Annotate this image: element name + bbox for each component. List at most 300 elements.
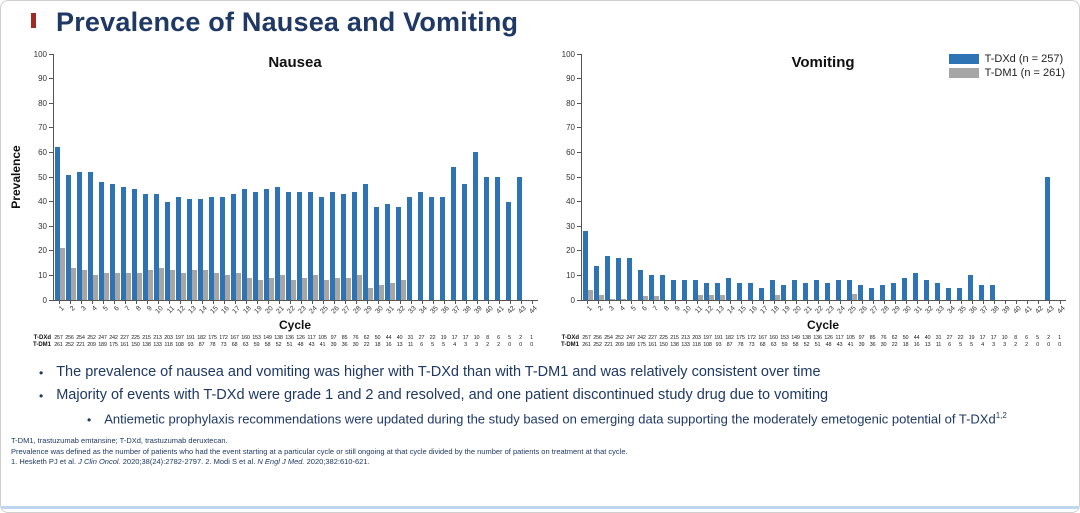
cycle-2-bar-group — [593, 266, 604, 300]
x-tick-19: 19 — [251, 301, 262, 318]
bar — [462, 184, 467, 300]
bar — [599, 295, 604, 300]
bar — [401, 280, 406, 300]
bullet-dot — [39, 364, 43, 380]
x-tick-35: 35 — [955, 301, 966, 318]
x-tick-27: 27 — [867, 301, 878, 318]
bar — [588, 290, 593, 300]
x-tick-18: 18 — [240, 301, 251, 318]
x-tick-42: 42 — [504, 301, 515, 318]
cycle-36-bar-group — [439, 197, 450, 300]
bar — [660, 275, 665, 300]
cycle-9-bar-group — [142, 194, 153, 300]
x-tick-1: 1 — [581, 301, 592, 318]
x-tick-21: 21 — [273, 301, 284, 318]
x-tick-37: 37 — [449, 301, 460, 318]
cycle-24-bar-group — [307, 192, 318, 300]
bar — [115, 273, 120, 300]
bar — [225, 275, 230, 300]
x-tick-20: 20 — [262, 301, 273, 318]
cycle-32-bar-group — [923, 280, 934, 300]
x-tick-8: 8 — [658, 301, 669, 318]
bar — [363, 184, 368, 300]
cycle-19-bar-group — [780, 285, 791, 300]
x-tick-42: 42 — [1032, 301, 1043, 318]
x-tick-44: 44 — [1054, 301, 1065, 318]
x-tick-24: 24 — [306, 301, 317, 318]
cycle-31-bar-group — [384, 204, 395, 300]
bar — [192, 270, 197, 300]
cycle-34-bar-group — [417, 192, 428, 300]
y-axis-title-text: Prevalence — [9, 145, 23, 209]
x-tick-39: 39 — [471, 301, 482, 318]
x-tick-32: 32 — [922, 301, 933, 318]
bar — [726, 278, 731, 300]
x-tick-19: 19 — [779, 301, 790, 318]
patients-row-T-DM1: T-DM1 261 252 221 209 189 175 161 150 138 133 118 108 93 87 78 73 68 63 59 58 52 51 48 43 41 39 36 30 22 18 16 13 11 6 5 5 4 3 3 2 2 0 0 0 — [561, 342, 1061, 348]
bar — [313, 275, 318, 300]
vomiting-x-ticks — [581, 301, 1065, 318]
cycle-3-bar-group — [604, 256, 615, 300]
bar — [517, 177, 522, 300]
bar — [610, 299, 615, 300]
x-tick-39: 39 — [999, 301, 1010, 318]
bar — [291, 280, 296, 300]
cycle-32-bar-group — [395, 207, 406, 300]
bar — [137, 273, 142, 300]
x-tick-29: 29 — [889, 301, 900, 318]
nausea-bars — [53, 54, 538, 301]
cycle-16-bar-group — [219, 197, 230, 300]
cycle-7-bar-group — [648, 275, 659, 300]
legend-item-tdm1 — [949, 67, 1065, 79]
bar — [968, 275, 973, 300]
cycle-43-bar-group — [1044, 177, 1055, 300]
bar — [170, 270, 175, 300]
sub-bullet-text: Antiemetic prophylaxis recommendations were updated during the study based on emerging data supporting the moderately emetogenic potential of T-DXd$^{1,2}$ — [104, 411, 1007, 427]
x-tick-12: 12 — [702, 301, 713, 318]
cycle-38-bar-group — [461, 184, 472, 300]
bar — [93, 275, 98, 300]
bar — [605, 256, 610, 300]
cycle-33-bar-group — [406, 197, 417, 300]
cycle-35-bar-group — [956, 288, 967, 300]
nausea-x-axis-label: Cycle — [278, 318, 312, 332]
bullet-dot — [39, 387, 43, 403]
bar — [379, 285, 384, 300]
bar — [814, 280, 819, 300]
x-tick-27: 27 — [339, 301, 350, 318]
cycle-18-bar-group — [769, 280, 780, 300]
cycle-30-bar-group — [901, 278, 912, 300]
cycle-28-bar-group — [351, 192, 362, 300]
nausea-patients-table — [33, 335, 537, 348]
cycle-15-bar-group — [208, 197, 219, 300]
cycle-2-bar-group — [65, 175, 76, 300]
cycle-6-bar-group — [109, 184, 120, 300]
x-tick-41: 41 — [493, 301, 504, 318]
bar — [60, 248, 65, 300]
x-tick-10: 10 — [680, 301, 691, 318]
x-tick-38: 38 — [460, 301, 471, 318]
bar — [429, 197, 434, 300]
bar — [957, 288, 962, 300]
cycle-22-bar-group — [813, 280, 824, 300]
x-tick-3: 3 — [603, 301, 614, 318]
bar — [979, 285, 984, 300]
cycle-10-bar-group — [153, 194, 164, 300]
x-tick-25: 25 — [845, 301, 856, 318]
cycle-12-bar-group — [175, 197, 186, 300]
cycle-41-bar-group — [494, 177, 505, 300]
x-tick-22: 22 — [284, 301, 295, 318]
bar — [737, 283, 742, 300]
cycle-21-bar-group — [802, 283, 813, 300]
cycle-8-bar-group — [131, 189, 142, 300]
cycle-20-bar-group — [263, 189, 274, 300]
cycle-8-bar-group — [659, 275, 670, 300]
x-tick-34: 34 — [944, 301, 955, 318]
bar — [203, 270, 208, 300]
x-tick-25: 25 — [317, 301, 328, 318]
cycle-21-bar-group — [274, 187, 285, 300]
x-tick-31: 31 — [911, 301, 922, 318]
vomiting-chart — [537, 49, 1067, 348]
nausea-x-ticks — [53, 301, 537, 318]
bullet-text-1: The prevalence of nausea and vomiting was higher with T-DXd than with T-DM1 and was relatively consistent over time — [56, 364, 821, 380]
bar — [775, 295, 780, 300]
x-tick-15: 15 — [735, 301, 746, 318]
x-tick-41: 41 — [1021, 301, 1032, 318]
bullet-item-1 — [39, 364, 1079, 380]
bar — [924, 280, 929, 300]
cycle-17-bar-group — [230, 194, 241, 300]
bar — [781, 285, 786, 300]
cycle-37-bar-group — [978, 285, 989, 300]
x-tick-9: 9 — [669, 301, 680, 318]
bar — [836, 280, 841, 300]
cycle-22-bar-group — [285, 192, 296, 300]
cycle-39-bar-group — [472, 152, 483, 300]
cycle-29-bar-group — [362, 184, 373, 300]
bar — [280, 275, 285, 300]
x-tick-26: 26 — [856, 301, 867, 318]
vomiting-patients-table — [561, 335, 1065, 348]
x-tick-18: 18 — [768, 301, 779, 318]
x-tick-14: 14 — [196, 301, 207, 318]
x-tick-11: 11 — [691, 301, 702, 318]
charts-row — [9, 49, 1079, 348]
x-tick-36: 36 — [966, 301, 977, 318]
cycle-11-bar-group — [164, 202, 175, 300]
x-tick-4: 4 — [86, 301, 97, 318]
bar — [913, 273, 918, 300]
bar — [506, 202, 511, 300]
cycle-5-bar-group — [626, 258, 637, 300]
bar — [357, 275, 362, 300]
cycle-40-bar-group — [483, 177, 494, 300]
references-line: 1. Hesketh PJ et al. J Clin Oncol. 2020;38(24):2782-2797. 2. Modi S et al. N Engl J Med. 2020;382:610-621. — [11, 457, 370, 467]
bar — [484, 177, 489, 300]
definition-line: Prevalence was defined as the number of patients who had the event starting at a particular cycle or still ongoing at that cycle divided by the number of patients on treatment at that cycle. — [11, 446, 628, 456]
legend-label-tdxd: T-DXd (n = 257) — [984, 53, 1064, 65]
x-tick-43: 43 — [515, 301, 526, 318]
x-tick-10: 10 — [152, 301, 163, 318]
bar — [258, 280, 263, 300]
bar — [247, 278, 252, 300]
bottom-accent-bar — [1, 506, 1079, 509]
bar — [803, 283, 808, 300]
bar — [159, 268, 164, 300]
cycle-14-bar-group — [725, 278, 736, 300]
bar — [621, 299, 626, 300]
cycle-26-bar-group — [329, 192, 340, 300]
x-tick-30: 30 — [372, 301, 383, 318]
x-tick-29: 29 — [361, 301, 372, 318]
cycle-5-bar-group — [98, 182, 109, 300]
bar — [792, 280, 797, 300]
cycle-23-bar-group — [824, 283, 835, 300]
tdm1-color-swatch — [949, 68, 979, 78]
bullet-item-2 — [39, 387, 1079, 403]
cycle-12-bar-group — [703, 283, 714, 300]
x-tick-5: 5 — [97, 301, 108, 318]
bar — [495, 177, 500, 300]
x-tick-6: 6 — [636, 301, 647, 318]
x-tick-14: 14 — [724, 301, 735, 318]
cycle-27-bar-group — [868, 288, 879, 300]
cycle-6-bar-group — [637, 270, 648, 300]
cycle-33-bar-group — [934, 283, 945, 300]
x-tick-12: 12 — [174, 301, 185, 318]
bar — [1045, 177, 1050, 300]
bar — [181, 273, 186, 300]
x-tick-16: 16 — [218, 301, 229, 318]
cycle-30-bar-group — [373, 207, 384, 300]
bar — [720, 295, 725, 300]
x-tick-33: 33 — [405, 301, 416, 318]
x-tick-44: 44 — [526, 301, 537, 318]
cycle-29-bar-group — [890, 283, 901, 300]
footnotes — [11, 436, 1079, 468]
x-tick-33: 33 — [933, 301, 944, 318]
vomiting-y-axis-title — [537, 54, 551, 300]
bar — [869, 288, 874, 300]
bar — [71, 268, 76, 300]
cycle-37-bar-group — [450, 167, 461, 300]
vomiting-chart-title: Vomiting — [791, 54, 855, 71]
x-tick-13: 13 — [185, 301, 196, 318]
bar — [451, 167, 456, 300]
patients-row-T-DXd: T-DXd 257 256 254 252 247 242 227 225 215 213 203 197 191 182 175 172 167 160 153 149 138 136 126 117 105 97 85 76 62 50 44 40 31 27 22 19 17 17 10 8 6 5 2 1 — [33, 335, 533, 341]
cycle-13-bar-group — [186, 199, 197, 300]
bar — [418, 192, 423, 300]
bar — [346, 278, 351, 300]
cycle-10-bar-group — [681, 280, 692, 300]
cycle-16-bar-group — [747, 283, 758, 300]
cycle-27-bar-group — [340, 194, 351, 300]
cycle-24-bar-group — [835, 280, 846, 300]
x-tick-28: 28 — [878, 301, 889, 318]
cycle-17-bar-group — [758, 288, 769, 300]
cycle-7-bar-group — [120, 187, 131, 300]
bullet-text-2: Majority of events with T-DXd were grade 1 and 2 and resolved, and one patient discontinued study drug due to vomiting — [56, 387, 829, 403]
cycle-34-bar-group — [945, 288, 956, 300]
bar — [671, 280, 676, 300]
cycle-1-bar-group — [54, 147, 65, 300]
bar — [126, 273, 131, 300]
cycle-28-bar-group — [879, 285, 890, 300]
x-tick-35: 35 — [427, 301, 438, 318]
x-tick-11: 11 — [163, 301, 174, 318]
x-tick-31: 31 — [383, 301, 394, 318]
patients-row-T-DM1: T-DM1 261 252 221 209 189 175 161 150 138 133 118 108 93 87 78 73 68 63 59 58 52 51 48 43 41 39 36 30 22 18 16 13 11 6 5 5 4 3 3 2 2 0 0 0 — [33, 342, 533, 348]
tdxd-color-swatch — [949, 54, 979, 64]
bar — [902, 278, 907, 300]
bar — [390, 283, 395, 300]
x-tick-23: 23 — [295, 301, 306, 318]
x-tick-34: 34 — [416, 301, 427, 318]
x-tick-20: 20 — [790, 301, 801, 318]
x-tick-40: 40 — [482, 301, 493, 318]
cycle-35-bar-group — [428, 197, 439, 300]
x-tick-38: 38 — [988, 301, 999, 318]
x-tick-28: 28 — [350, 301, 361, 318]
bar — [473, 152, 478, 300]
cycle-14-bar-group — [197, 199, 208, 300]
cycle-18-bar-group — [241, 189, 252, 300]
bar — [891, 283, 896, 300]
x-tick-2: 2 — [592, 301, 603, 318]
page-title: Prevalence of Nausea and Vomiting — [56, 7, 519, 37]
legend — [949, 53, 1065, 79]
x-tick-3: 3 — [75, 301, 86, 318]
sub-bullet-item — [87, 411, 1079, 426]
cycle-3-bar-group — [76, 172, 87, 300]
bar — [627, 258, 632, 300]
bar — [269, 278, 274, 300]
nausea-chart — [9, 49, 539, 348]
bar — [236, 273, 241, 300]
x-tick-9: 9 — [141, 301, 152, 318]
x-tick-6: 6 — [108, 301, 119, 318]
x-tick-8: 8 — [130, 301, 141, 318]
bar — [368, 288, 373, 300]
x-tick-43: 43 — [1043, 301, 1054, 318]
cycle-1-bar-group — [582, 231, 593, 300]
cycle-36-bar-group — [967, 275, 978, 300]
x-tick-17: 17 — [757, 301, 768, 318]
bar — [990, 285, 995, 300]
bar — [825, 283, 830, 300]
title-accent-tick — [31, 13, 36, 28]
patients-row-T-DXd: T-DXd 257 256 254 252 247 242 227 225 215 213 203 197 191 182 175 172 167 160 153 149 138 136 126 117 105 97 85 76 62 50 44 40 31 27 22 19 17 17 10 8 6 5 2 1 — [561, 335, 1061, 341]
x-tick-7: 7 — [647, 301, 658, 318]
cycle-38-bar-group — [989, 285, 1000, 300]
x-tick-4: 4 — [614, 301, 625, 318]
bar — [214, 273, 219, 300]
bar — [709, 295, 714, 300]
cycle-42-bar-group — [505, 202, 516, 300]
x-tick-30: 30 — [900, 301, 911, 318]
vomiting-bars — [581, 54, 1066, 301]
bar — [616, 258, 621, 300]
cycle-15-bar-group — [736, 283, 747, 300]
nausea-chart-title: Nausea — [268, 54, 322, 71]
abbreviations-line: T-DM1, trastuzumab emtansine; T-DXd, trastuzumab deruxtecan. — [11, 436, 228, 446]
bar — [748, 283, 753, 300]
x-tick-1: 1 — [53, 301, 64, 318]
bar — [324, 280, 329, 300]
bar — [682, 280, 687, 300]
cycle-26-bar-group — [857, 285, 868, 300]
x-tick-36: 36 — [438, 301, 449, 318]
cycle-20-bar-group — [791, 280, 802, 300]
x-tick-32: 32 — [394, 301, 405, 318]
bar — [302, 278, 307, 300]
x-tick-13: 13 — [713, 301, 724, 318]
bar — [335, 278, 340, 300]
bar — [880, 285, 885, 300]
cycle-19-bar-group — [252, 192, 263, 300]
bar — [698, 295, 703, 300]
x-tick-21: 21 — [801, 301, 812, 318]
cycle-13-bar-group — [714, 283, 725, 300]
x-tick-7: 7 — [119, 301, 130, 318]
reference-superscript: 1,2 — [995, 411, 1007, 420]
cycle-9-bar-group — [670, 280, 681, 300]
x-tick-40: 40 — [1010, 301, 1021, 318]
cycle-11-bar-group — [692, 280, 703, 300]
x-tick-26: 26 — [328, 301, 339, 318]
bar — [654, 296, 659, 300]
cycle-43-bar-group — [516, 177, 527, 300]
cycle-31-bar-group — [912, 273, 923, 300]
bar — [759, 288, 764, 300]
cycle-25-bar-group — [846, 280, 857, 300]
x-tick-2: 2 — [64, 301, 75, 318]
x-tick-24: 24 — [834, 301, 845, 318]
cycle-4-bar-group — [615, 258, 626, 300]
x-tick-23: 23 — [823, 301, 834, 318]
nausea-y-axis: 0 10 20 30 40 50 60 70 80 90 100 — [23, 54, 53, 300]
cycle-25-bar-group — [318, 197, 329, 300]
bar — [440, 197, 445, 300]
x-tick-17: 17 — [229, 301, 240, 318]
x-tick-5: 5 — [625, 301, 636, 318]
x-tick-22: 22 — [812, 301, 823, 318]
bar — [643, 296, 648, 300]
vomiting-y-axis: 0 10 20 30 40 50 60 70 80 90 100 — [551, 54, 581, 300]
bar — [946, 288, 951, 300]
bar — [148, 270, 153, 300]
bar — [82, 270, 87, 300]
cycle-23-bar-group — [296, 192, 307, 300]
y-axis-title — [9, 54, 23, 300]
key-points — [39, 364, 1079, 426]
bar — [935, 283, 940, 300]
bullet-dot — [87, 411, 91, 426]
cycle-4-bar-group — [87, 172, 98, 300]
x-tick-37: 37 — [977, 301, 988, 318]
legend-item-tdxd — [949, 53, 1065, 65]
bar — [104, 273, 109, 300]
vomiting-x-axis-label: Cycle — [806, 318, 840, 332]
bar — [858, 285, 863, 300]
legend-label-tdm1: T-DM1 (n = 261) — [984, 67, 1065, 79]
bar — [852, 294, 857, 300]
x-tick-16: 16 — [746, 301, 757, 318]
